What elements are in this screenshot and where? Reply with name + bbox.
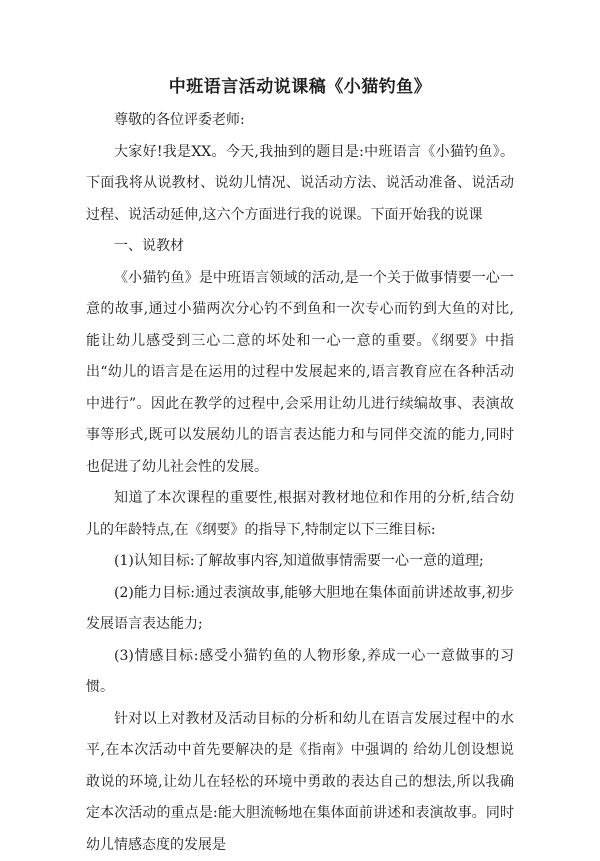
salutation: 尊敬的各位评委老师:: [86, 105, 514, 137]
goal-emotion: (3)情感目标:感受小猫钓鱼的人物形象,养成一心一意做事的习惯。: [86, 641, 514, 704]
paragraph-key-points: 针对以上对教材及活动目标的分析和幼儿在语言发展过程中的水平,在本次活动中首先要解决的是《指南》中强调的 给幼儿创设想说敢说的环境,让幼儿在轻松的环境中勇敢的表达自己的想法,所以我确定本次活动的重点是:能大胆流畅地在集体面前讲述和表演故事。同时幼儿情感态度的发展是: [86, 704, 514, 861]
paragraph-goals-intro: 知道了本次课程的重要性,根据对教材地位和作用的分析,结合幼儿的年龄特点,在《纲要》的指导下,特制定以下三维目标:: [86, 483, 514, 546]
goal-cognitive: (1)认知目标:了解故事内容,知道做事情需要一心一意的道理;: [86, 546, 514, 578]
section-heading-textbook: 一、说教材: [86, 231, 514, 263]
paragraph-textbook: 《小猫钓鱼》是中班语言领域的活动,是一个关于做事情要一心一意的故事,通过小猫两次分心钓不到鱼和一次专心而钓到大鱼的对比,能让幼儿感受到三心二意的坏处和一心一意的重要。《纲要》中指出“幼儿的语言是在运用的过程中发展起来的,语言教育应在各种活动中进行”。因此在教学的过程中,会采用让幼儿进行续编故事、表演故事等形式,既可以发展幼儿的语言表达能力和与同伴交流的能力,同时也促进了幼儿社会性的发展。: [86, 263, 514, 484]
goal-ability: (2)能力目标:通过表演故事,能够大胆地在集体面前讲述故事,初步发展语言表达能力;: [86, 578, 514, 641]
page-title: 中班语言活动说课稿《小猫钓鱼》: [86, 72, 514, 97]
paragraph-intro: 大家好!我是XX。今天,我抽到的题目是:中班语言《小猫钓鱼》。下面我将从说教材、说幼儿情况、说活动方法、说活动准备、说活动过程、说活动延伸,这六个方面进行我的说课。下面开始我的说课: [86, 137, 514, 232]
